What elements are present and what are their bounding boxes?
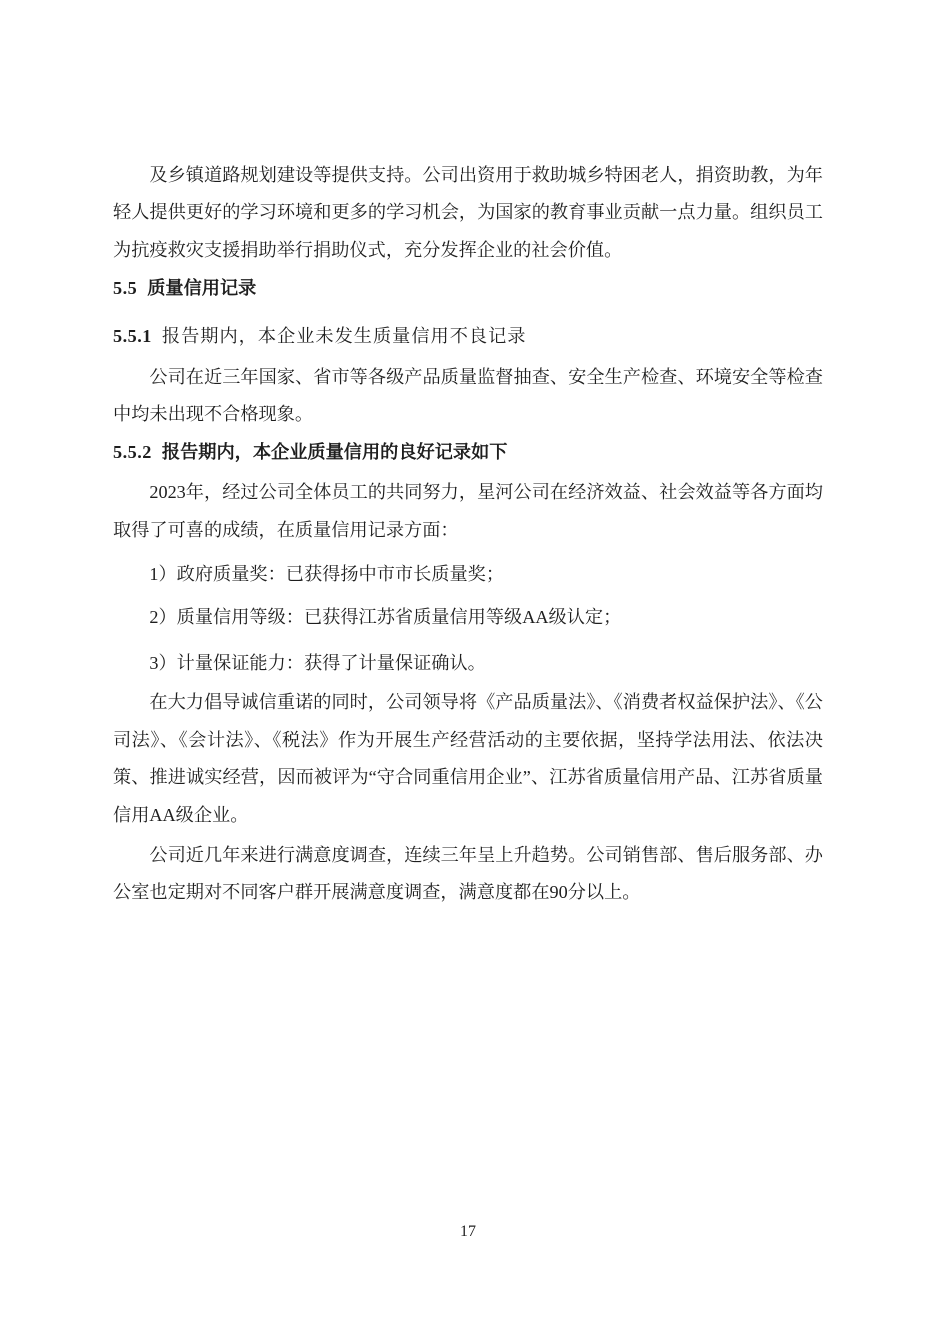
- section-5-5-2-heading: [113, 434, 823, 471]
- survey-paragraph: 公司近几年来进行满意度调查，连续三年呈上升趋势。公司销售部、售后服务部、办公室也定期对不同客户群开展满意度调查，满意度都在90分以上。: [113, 844, 823, 903]
- section-5-5-1-paragraph: 公司在近三年国家、省市等各级产品质量监督抽查、安全生产检查、环境安全等检查中均未出现不合格现象。: [113, 367, 823, 425]
- section-5-5-2-number: 5.5.2: [113, 441, 152, 462]
- section-5-5-1-number: 5.5.1: [113, 325, 152, 346]
- page-number: 17: [460, 1223, 476, 1240]
- section-5-5-title: 质量信用记录: [147, 278, 257, 299]
- intro-paragraph: 及乡镇道路规划建设等提供支持。公司出资用于救助城乡特困老人，捐资助教，为年轻人提供更好的学习环境和更多的学习机会，为国家的教育事业贡献一点力量。组织员工为抗疫救灾支援捐助举行捐助仪式，充分发挥企业的社会价值。: [113, 165, 823, 260]
- laws-paragraph: 在大力倡导诚信重诺的同时，公司领导将《产品质量法》、《消费者权益保护法》、《公司法》、《会计法》、《税法》作为开展生产经营活动的主要依据，坚持学法用法、依法决策、推进诚实经营，因而被评为“守合同重信用企业”、江苏省质量信用产品、江苏省质量信用AA级企业。: [113, 692, 823, 825]
- section-5-5-1-heading: [113, 318, 823, 355]
- section-5-5-heading: [113, 270, 823, 307]
- section-5-5-2-title: 报告期内，本企业质量信用的良好记录如下: [161, 441, 508, 462]
- section-5-5-number: 5.5: [113, 278, 138, 299]
- list-item-measurement-assurance: 3）计量保证能力：获得了计量保证确认。: [149, 652, 486, 673]
- section-5-5-2-paragraph: 2023年，经过公司全体员工的共同努力，星河公司在经济效益、社会效益等各方面均取得了可喜的成绩，在质量信用记录方面：: [113, 482, 823, 540]
- section-5-5-1-title: 报告期内，本企业未发生质量信用不良记录: [161, 325, 527, 346]
- list-item-government-quality-award: 1）政府质量奖：已获得扬中市市长质量奖；: [149, 564, 505, 585]
- list-item-quality-credit-rating: 2）质量信用等级：已获得江苏省质量信用等级AA级认定；: [149, 607, 622, 628]
- page-content: [113, 157, 823, 912]
